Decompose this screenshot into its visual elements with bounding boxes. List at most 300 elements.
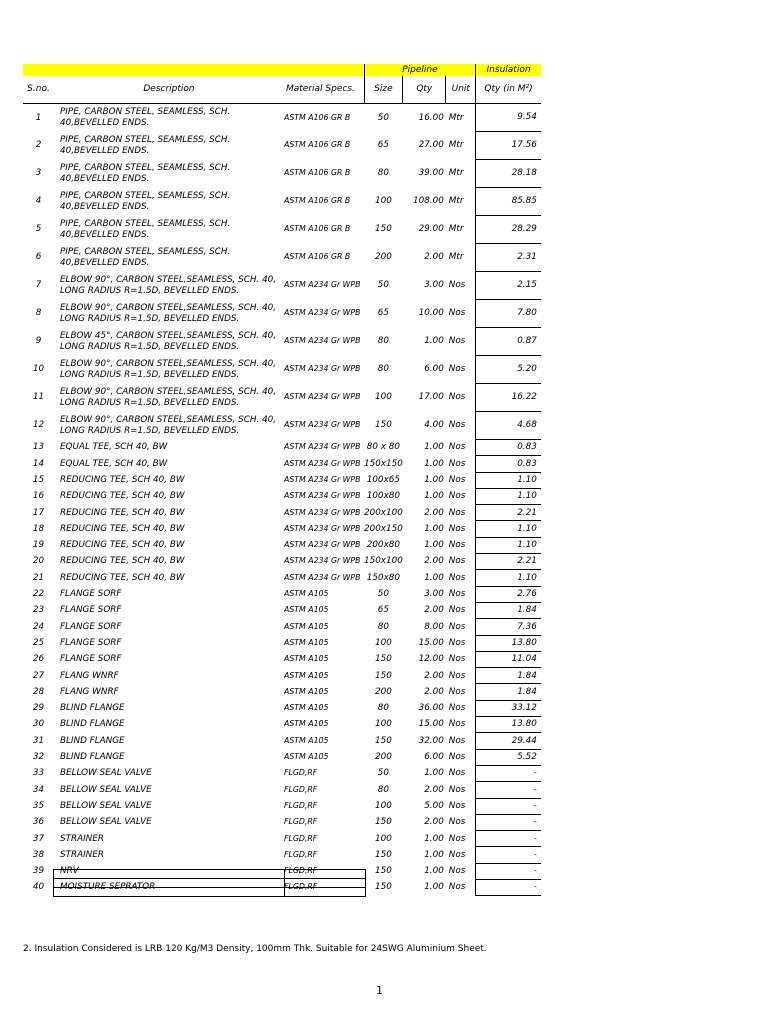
row-size: 150x100 xyxy=(364,556,403,567)
row-material: ASTM A234 Gr WPB xyxy=(284,308,361,318)
row-insulation-qty: 11.04 xyxy=(476,651,541,667)
row-size: 65 xyxy=(377,308,389,319)
row-material: ASTM A234 Gr WPB xyxy=(284,556,361,566)
row-qty: 2.00 xyxy=(424,605,444,616)
table-row xyxy=(23,602,541,618)
row-size: 100 xyxy=(375,637,392,648)
row-size: 150 xyxy=(375,866,392,877)
row-material: ASTM A234 Gr WPB xyxy=(284,420,361,430)
row-unit: Nos xyxy=(448,735,466,746)
row-sno: 14 xyxy=(32,458,45,469)
row-material: ASTM A105 xyxy=(284,605,329,615)
row-insulation-qty: 0.83 xyxy=(476,456,541,472)
row-unit: Mtr xyxy=(448,140,464,151)
row-size: 80 xyxy=(377,784,389,795)
row-qty: 3.00 xyxy=(424,280,444,291)
row-size: 100x80 xyxy=(366,491,400,502)
column-header-row xyxy=(23,76,541,104)
row-sno: 16 xyxy=(32,491,45,502)
table-row xyxy=(23,554,541,570)
row-qty: 5.00 xyxy=(424,800,444,811)
row-size: 150x80 xyxy=(366,572,400,583)
row-description: PIPE, CARBON STEEL, SEAMLESS, SCH. 40,BEVELLED ENDS. xyxy=(60,163,231,184)
row-sno: 6 xyxy=(35,252,42,263)
row-material: FLGD,RF xyxy=(284,817,318,827)
row-description: ELBOW 90°, CARBON STEEL,SEAMLESS, SCH. 40, LONG RADIUS R=1.5D, BEVELLED ENDS. xyxy=(60,359,277,380)
row-sno: 40 xyxy=(32,882,45,893)
row-sno: 10 xyxy=(32,364,45,375)
row-insulation-qty: 28.29 xyxy=(476,216,541,244)
row-sno: 5 xyxy=(35,224,42,235)
row-insulation-qty: - xyxy=(476,765,541,781)
row-sno: 28 xyxy=(32,686,45,697)
table-row xyxy=(23,472,541,488)
row-unit: Nos xyxy=(448,280,466,291)
table-row xyxy=(23,635,541,651)
col-size-header: Size xyxy=(364,76,403,104)
row-qty: 1.00 xyxy=(424,458,444,469)
row-qty: 1.00 xyxy=(424,882,444,893)
row-description: FLANGE SORF xyxy=(60,654,122,665)
table-row xyxy=(23,216,541,244)
row-size: 50 xyxy=(377,280,389,291)
table-row xyxy=(23,356,541,384)
table-row xyxy=(23,104,541,132)
row-insulation-qty: 1.84 xyxy=(476,602,541,618)
row-description: REDUCING TEE, SCH 40, BW xyxy=(60,507,185,518)
row-description: PIPE, CARBON STEEL, SEAMLESS, SCH. 40,BEVELLED ENDS. xyxy=(60,247,231,268)
table-row xyxy=(23,300,541,328)
row-size: 200x80 xyxy=(366,540,400,551)
table-row xyxy=(23,244,541,272)
row-insulation-qty: 4.68 xyxy=(476,412,541,440)
row-description: BLIND FLANGE xyxy=(60,703,125,714)
row-material: ASTM A105 xyxy=(284,654,329,664)
row-material: ASTM A105 xyxy=(284,589,329,599)
row-insulation-qty: 5.52 xyxy=(476,749,541,765)
row-qty: 10.00 xyxy=(418,308,444,319)
row-sno: 12 xyxy=(32,420,45,431)
row-qty: 2.00 xyxy=(424,252,444,263)
row-description: PIPE, CARBON STEEL, SEAMLESS, SCH. 40,BEVELLED ENDS. xyxy=(60,135,231,156)
table-row xyxy=(23,765,541,781)
row-material: ASTM A106 GR B xyxy=(284,112,351,122)
row-size: 100 xyxy=(375,719,392,730)
row-material: ASTM A234 Gr WPB xyxy=(284,572,361,582)
row-qty: 36.00 xyxy=(418,703,444,714)
row-sno: 17 xyxy=(32,507,45,518)
row-description: FLANG WNRF xyxy=(60,670,119,681)
row-unit: Nos xyxy=(448,474,466,485)
row-qty: 2.00 xyxy=(424,817,444,828)
row-unit: Mtr xyxy=(448,168,464,179)
row-unit: Nos xyxy=(448,768,466,779)
row-size: 50 xyxy=(377,589,389,600)
row-qty: 1.00 xyxy=(424,849,444,860)
row-size: 150x150 xyxy=(364,458,403,469)
row-unit: Nos xyxy=(448,752,466,763)
row-qty: 15.00 xyxy=(418,719,444,730)
row-size: 100 xyxy=(375,800,392,811)
row-unit: Nos xyxy=(448,589,466,600)
table-row xyxy=(23,831,541,847)
row-insulation-qty: 0.83 xyxy=(476,440,541,456)
row-description: REDUCING TEE, SCH 40, BW xyxy=(60,474,185,485)
pipeline-header: Pipeline xyxy=(364,64,476,76)
row-insulation-qty: 5.20 xyxy=(476,356,541,384)
row-material: ASTM A105 xyxy=(284,703,329,713)
row-insulation-qty: 2.21 xyxy=(476,505,541,521)
row-material: ASTM A234 Gr WPB xyxy=(284,523,361,533)
table-row xyxy=(23,188,541,216)
header-group-row xyxy=(23,64,541,76)
row-sno: 35 xyxy=(32,800,45,811)
row-sno: 11 xyxy=(32,392,45,403)
material-table xyxy=(23,64,541,896)
row-unit: Nos xyxy=(448,621,466,632)
row-description: ELBOW 90°, CARBON STEEL,SEAMLESS, SCH. 40, LONG RADIUS R=1.5D, BEVELLED ENDS. xyxy=(60,275,277,296)
row-description: MOISTURE SEPRATOR xyxy=(60,882,156,893)
row-sno: 27 xyxy=(32,670,45,681)
row-material: ASTM A106 GR B xyxy=(284,140,351,150)
table-row xyxy=(23,537,541,553)
row-material: ASTM A234 Gr WPB xyxy=(284,336,361,346)
row-unit: Mtr xyxy=(448,196,464,207)
row-size: 65 xyxy=(377,605,389,616)
row-sno: 32 xyxy=(32,752,45,763)
row-size: 200 xyxy=(375,252,392,263)
row-unit: Nos xyxy=(448,605,466,616)
row-qty: 2.00 xyxy=(424,670,444,681)
table-row xyxy=(23,505,541,521)
table-row xyxy=(23,749,541,765)
row-sno: 7 xyxy=(35,280,42,291)
row-qty: 1.00 xyxy=(424,523,444,534)
row-sno: 1 xyxy=(35,112,42,123)
row-description: STRAINER xyxy=(60,849,104,860)
row-sno: 38 xyxy=(32,849,45,860)
row-insulation-qty: - xyxy=(476,798,541,814)
row-insulation-qty: 9.54 xyxy=(476,104,541,132)
row-size: 150 xyxy=(375,817,392,828)
row-qty: 15.00 xyxy=(418,637,444,648)
row-material: ASTM A106 GR B xyxy=(284,224,351,234)
row-qty: 1.00 xyxy=(424,442,444,453)
row-qty: 108.00 xyxy=(413,196,444,207)
row-material: FLGD,RF xyxy=(284,882,318,892)
table-row xyxy=(23,272,541,300)
row-insulation-qty: 2.15 xyxy=(476,272,541,300)
row-qty: 2.00 xyxy=(424,686,444,697)
row-description: BELLOW SEAL VALVE xyxy=(60,784,152,795)
table-row xyxy=(23,814,541,830)
row-insulation-qty: 7.36 xyxy=(476,619,541,635)
row-size: 150 xyxy=(375,224,392,235)
row-material: ASTM A234 Gr WPB xyxy=(284,540,361,550)
row-description: FLANGE SORF xyxy=(60,605,122,616)
insulation-note: 2. Insulation Considered is LRB 120 Kg/M3 Density, 100mm Thk. Suitable for 24SWG Aluminium Sheet. xyxy=(23,944,487,954)
row-unit: Nos xyxy=(448,719,466,730)
row-material: FLGD,RF xyxy=(284,784,318,794)
row-unit: Nos xyxy=(448,442,466,453)
row-description: BELLOW SEAL VALVE xyxy=(60,800,152,811)
row-insulation-qty: 2.21 xyxy=(476,554,541,570)
row-insulation-qty: 13.80 xyxy=(476,635,541,651)
row-material: ASTM A234 Gr WPB xyxy=(284,392,361,402)
row-sno: 20 xyxy=(32,556,45,567)
row-material: ASTM A234 Gr WPB xyxy=(284,507,361,517)
row-insulation-qty: - xyxy=(476,880,541,896)
row-size: 200 xyxy=(375,752,392,763)
row-qty: 29.00 xyxy=(418,224,444,235)
row-unit: Nos xyxy=(448,308,466,319)
table-row xyxy=(23,668,541,684)
row-qty: 17.00 xyxy=(418,392,444,403)
row-size: 150 xyxy=(375,654,392,665)
table-row xyxy=(23,684,541,700)
row-size: 100x65 xyxy=(366,474,400,485)
row-description: BLIND FLANGE xyxy=(60,752,125,763)
table-row xyxy=(23,412,541,440)
row-description: NRV xyxy=(60,866,79,877)
table-row xyxy=(23,847,541,863)
row-unit: Nos xyxy=(448,882,466,893)
row-sno: 13 xyxy=(32,442,45,453)
row-sno: 37 xyxy=(32,833,45,844)
row-material: ASTM A106 GR B xyxy=(284,196,351,206)
table-row xyxy=(23,733,541,749)
row-description: PIPE, CARBON STEEL, SEAMLESS, SCH. 40,BEVELLED ENDS. xyxy=(60,219,231,240)
row-description: BLIND FLANGE xyxy=(60,735,125,746)
row-qty: 1.00 xyxy=(424,474,444,485)
row-sno: 2 xyxy=(35,140,42,151)
row-material: ASTM A234 Gr WPB xyxy=(284,474,361,484)
row-size: 80 xyxy=(377,168,389,179)
row-sno: 19 xyxy=(32,540,45,551)
row-sno: 34 xyxy=(32,784,45,795)
row-material: FLGD,RF xyxy=(284,849,318,859)
row-sno: 23 xyxy=(32,605,45,616)
row-qty: 27.00 xyxy=(418,140,444,151)
row-qty: 1.00 xyxy=(424,540,444,551)
row-sno: 29 xyxy=(32,703,45,714)
row-description: REDUCING TEE, SCH 40, BW xyxy=(60,523,185,534)
row-material: ASTM A234 Gr WPB xyxy=(284,364,361,374)
table-row xyxy=(23,160,541,188)
row-insulation-qty: 1.10 xyxy=(476,521,541,537)
row-insulation-qty: - xyxy=(476,863,541,879)
table-row xyxy=(23,651,541,667)
row-description: EQUAL TEE, SCH 40, BW xyxy=(60,458,168,469)
row-qty: 6.00 xyxy=(424,364,444,375)
row-qty: 2.00 xyxy=(424,507,444,518)
row-qty: 6.00 xyxy=(424,752,444,763)
row-sno: 25 xyxy=(32,637,45,648)
col-qty-header: Qty xyxy=(403,76,446,104)
row-insulation-qty: - xyxy=(476,782,541,798)
table-row xyxy=(23,586,541,602)
col-ins-qty-header: Qty (in M²) xyxy=(476,76,541,104)
row-sno: 15 xyxy=(32,474,45,485)
row-unit: Nos xyxy=(448,654,466,665)
row-qty: 1.00 xyxy=(424,572,444,583)
row-sno: 3 xyxy=(35,168,42,179)
col-sno-header: S.no. xyxy=(23,76,54,104)
row-insulation-qty: 2.31 xyxy=(476,244,541,272)
row-size: 150 xyxy=(375,420,392,431)
row-material: FLGD,RF xyxy=(284,800,318,810)
row-material: ASTM A105 xyxy=(284,670,329,680)
row-size: 80 xyxy=(377,703,389,714)
row-qty: 1.00 xyxy=(424,491,444,502)
row-description: REDUCING TEE, SCH 40, BW xyxy=(60,572,185,583)
table-row xyxy=(23,619,541,635)
row-unit: Nos xyxy=(448,670,466,681)
row-unit: Nos xyxy=(448,703,466,714)
row-unit: Nos xyxy=(448,784,466,795)
row-unit: Mtr xyxy=(448,112,464,123)
table-row xyxy=(23,384,541,412)
col-unit-header: Unit xyxy=(446,76,476,104)
row-insulation-qty: - xyxy=(476,831,541,847)
row-material: FLGD,RF xyxy=(284,833,318,843)
row-insulation-qty: 7.80 xyxy=(476,300,541,328)
row-size: 100 xyxy=(375,833,392,844)
row-material: ASTM A234 Gr WPB xyxy=(284,491,361,501)
row-description: REDUCING TEE, SCH 40, BW xyxy=(60,491,185,502)
blank-summary-box xyxy=(53,869,366,897)
row-insulation-qty: 33.12 xyxy=(476,700,541,716)
row-sno: 24 xyxy=(32,621,45,632)
row-sno: 30 xyxy=(32,719,45,730)
row-unit: Nos xyxy=(448,800,466,811)
row-sno: 36 xyxy=(32,817,45,828)
row-insulation-qty: 1.10 xyxy=(476,488,541,504)
row-qty: 32.00 xyxy=(418,735,444,746)
row-unit: Mtr xyxy=(448,224,464,235)
row-qty: 3.00 xyxy=(424,589,444,600)
row-size: 200x150 xyxy=(364,523,403,534)
row-size: 80 xyxy=(377,364,389,375)
row-material: ASTM A105 xyxy=(284,719,329,729)
row-qty: 2.00 xyxy=(424,556,444,567)
table-row xyxy=(23,440,541,456)
row-qty: 12.00 xyxy=(418,654,444,665)
row-size: 150 xyxy=(375,882,392,893)
table-row xyxy=(23,570,541,586)
col-material-header: Material Specs. xyxy=(284,76,364,104)
row-unit: Nos xyxy=(448,523,466,534)
table-row xyxy=(23,798,541,814)
table-row xyxy=(23,700,541,716)
row-description: BLIND FLANGE xyxy=(60,719,125,730)
row-material: ASTM A105 xyxy=(284,735,329,745)
row-insulation-qty: 29.44 xyxy=(476,733,541,749)
page-number: 1 xyxy=(376,984,383,997)
row-qty: 8.00 xyxy=(424,621,444,632)
row-description: FLANGE SORF xyxy=(60,589,122,600)
row-qty: 2.00 xyxy=(424,784,444,795)
row-sno: 22 xyxy=(32,589,45,600)
row-unit: Nos xyxy=(448,392,466,403)
row-insulation-qty: - xyxy=(476,814,541,830)
row-material: FLGD,RF xyxy=(284,866,318,876)
row-unit: Nos xyxy=(448,817,466,828)
row-description: ELBOW 90°, CARBON STEEL,SEAMLESS, SCH. 40, LONG RADIUS R=1.5D, BEVELLED ENDS. xyxy=(60,387,277,408)
row-material: ASTM A234 Gr WPB xyxy=(284,458,361,468)
row-description: EQUAL TEE, SCH 40, BW xyxy=(60,442,168,453)
row-insulation-qty: 1.10 xyxy=(476,472,541,488)
row-insulation-qty: 1.10 xyxy=(476,537,541,553)
row-unit: Nos xyxy=(448,420,466,431)
row-description: FLANGE SORF xyxy=(60,637,122,648)
row-unit: Nos xyxy=(448,491,466,502)
row-size: 80 xyxy=(377,336,389,347)
table-row xyxy=(23,328,541,356)
row-insulation-qty: 2.76 xyxy=(476,586,541,602)
row-material: FLGD,RF xyxy=(284,768,318,778)
row-unit: Nos xyxy=(448,572,466,583)
table-row xyxy=(23,456,541,472)
row-insulation-qty: 28.18 xyxy=(476,160,541,188)
row-sno: 26 xyxy=(32,654,45,665)
row-qty: 16.00 xyxy=(418,112,444,123)
row-insulation-qty: 85.85 xyxy=(476,188,541,216)
row-sno: 9 xyxy=(35,336,42,347)
row-size: 50 xyxy=(377,112,389,123)
row-material: ASTM A106 GR B xyxy=(284,252,351,262)
row-material: ASTM A106 GR B xyxy=(284,168,351,178)
row-unit: Mtr xyxy=(448,252,464,263)
row-sno: 8 xyxy=(35,308,42,319)
row-material: ASTM A105 xyxy=(284,637,329,647)
row-size: 150 xyxy=(375,670,392,681)
row-description: FLANGE SORF xyxy=(60,621,122,632)
row-unit: Nos xyxy=(448,686,466,697)
row-material: ASTM A234 Gr WPB xyxy=(284,280,361,290)
row-unit: Nos xyxy=(448,336,466,347)
row-qty: 1.00 xyxy=(424,866,444,877)
row-size: 80 x 80 xyxy=(366,442,400,453)
row-insulation-qty: 13.80 xyxy=(476,717,541,733)
row-material: ASTM A105 xyxy=(284,686,329,696)
row-unit: Nos xyxy=(448,866,466,877)
row-unit: Nos xyxy=(448,540,466,551)
row-sno: 4 xyxy=(35,196,42,207)
row-size: 200 xyxy=(375,686,392,697)
row-sno: 21 xyxy=(32,572,45,583)
row-unit: Nos xyxy=(448,507,466,518)
row-sno: 39 xyxy=(32,866,45,877)
row-size: 50 xyxy=(377,768,389,779)
row-insulation-qty: 0.87 xyxy=(476,328,541,356)
row-description: FLANG WNRF xyxy=(60,686,119,697)
row-sno: 33 xyxy=(32,768,45,779)
row-unit: Nos xyxy=(448,556,466,567)
row-unit: Nos xyxy=(448,637,466,648)
row-qty: 1.00 xyxy=(424,336,444,347)
row-size: 100 xyxy=(375,196,392,207)
row-unit: Nos xyxy=(448,458,466,469)
table-row xyxy=(23,717,541,733)
col-description-header: Description xyxy=(54,76,284,104)
row-qty: 1.00 xyxy=(424,833,444,844)
row-insulation-qty: 1.84 xyxy=(476,668,541,684)
row-insulation-qty: 1.10 xyxy=(476,570,541,586)
row-description: ELBOW 45°, CARBON STEEL,SEAMLESS, SCH. 40, LONG RADIUS R=1.5D, BEVELLED ENDS. xyxy=(60,331,277,352)
row-unit: Nos xyxy=(448,849,466,860)
row-description: PIPE, CARBON STEEL, SEAMLESS, SCH. 40,BEVELLED ENDS. xyxy=(60,191,231,212)
